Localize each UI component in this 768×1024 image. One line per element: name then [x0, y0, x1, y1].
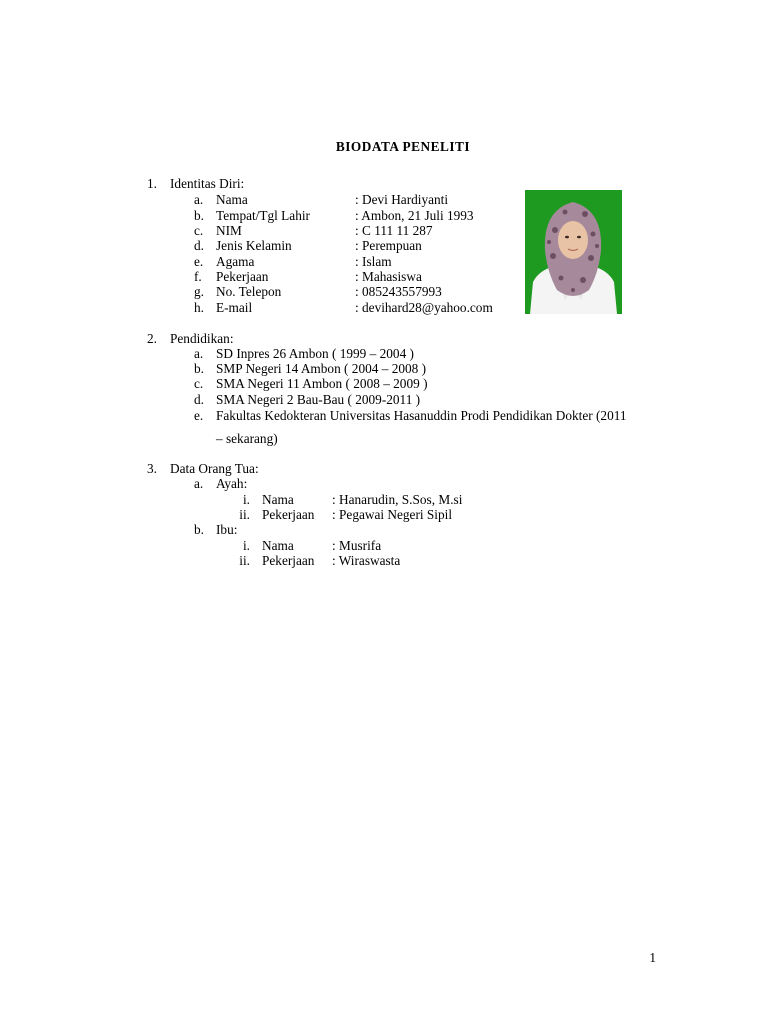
parent-roman: ii.: [239, 553, 250, 568]
identity-value: : devihard28@yahoo.com: [355, 300, 493, 315]
identity-letter: h.: [194, 300, 204, 315]
parent-field-label: Nama: [262, 538, 294, 553]
identity-value: : C 111 11 287: [355, 223, 433, 238]
identity-label: NIM: [216, 223, 242, 238]
parent-roman: i.: [242, 492, 250, 507]
parent-roman: i.: [242, 538, 250, 553]
profile-photo: [525, 190, 622, 314]
identity-label: E-mail: [216, 300, 253, 315]
education-letter: a.: [194, 346, 204, 361]
identity-value: : Devi Hardiyanti: [355, 192, 449, 207]
section-3-number: 3.: [147, 461, 157, 476]
section-1-number: 1.: [147, 176, 157, 191]
education-item-continuation: – sekarang): [216, 431, 278, 446]
identity-label: Pekerjaan: [216, 269, 269, 284]
identity-letter: a.: [194, 192, 204, 207]
document-title: BIODATA PENELITI: [335, 139, 471, 154]
identity-letter: b.: [194, 208, 204, 223]
education-letter: b.: [194, 361, 204, 376]
identity-label: Nama: [216, 192, 248, 207]
parent-field-label: Pekerjaan: [262, 553, 315, 568]
education-letter: e.: [194, 408, 204, 423]
page-number: 1: [649, 950, 656, 965]
section-2-number: 2.: [147, 331, 157, 346]
identity-letter: f.: [194, 269, 202, 284]
parent-label: Ibu:: [216, 522, 238, 537]
parent-label: Ayah:: [216, 476, 248, 491]
parent-field-value: : Wiraswasta: [332, 553, 401, 568]
section-2-heading: Pendidikan:: [170, 331, 234, 346]
parent-field-label: Nama: [262, 492, 294, 507]
identity-letter: c.: [194, 223, 204, 238]
education-item: SMP Negeri 14 Ambon ( 2004 – 2008 ): [216, 361, 427, 376]
education-letter: c.: [194, 376, 204, 391]
education-letter: d.: [194, 392, 204, 407]
identity-value: : Islam: [355, 254, 392, 269]
identity-value: : Mahasiswa: [355, 269, 422, 284]
identity-value: : Perempuan: [355, 238, 422, 253]
parent-letter: a.: [194, 476, 204, 491]
identity-label: No. Telepon: [216, 284, 282, 299]
education-item: SD Inpres 26 Ambon ( 1999 – 2004 ): [216, 346, 414, 361]
education-item: SMA Negeri 11 Ambon ( 2008 – 2009 ): [216, 376, 428, 391]
section-1-heading: Identitas Diri:: [170, 176, 245, 191]
identity-value: : Ambon, 21 Juli 1993: [355, 208, 474, 223]
parent-roman: ii.: [239, 507, 250, 522]
education-item: Fakultas Kedokteran Universitas Hasanuddin Prodi Pendidikan Dokter (2011: [216, 408, 627, 423]
section-3-heading: Data Orang Tua:: [170, 461, 259, 476]
parent-field-value: : Hanarudin, S.Sos, M.si: [332, 492, 463, 507]
identity-label: Tempat/Tgl Lahir: [216, 208, 310, 223]
identity-letter: d.: [194, 238, 204, 253]
identity-value: : 085243557993: [355, 284, 442, 299]
identity-label: Jenis Kelamin: [216, 238, 292, 253]
identity-label: Agama: [216, 254, 255, 269]
parent-field-value: : Pegawai Negeri Sipil: [332, 507, 453, 522]
parent-field-label: Pekerjaan: [262, 507, 315, 522]
parent-letter: b.: [194, 522, 204, 537]
identity-letter: g.: [194, 284, 204, 299]
parent-field-value: : Musrifa: [332, 538, 382, 553]
education-item: SMA Negeri 2 Bau-Bau ( 2009-2011 ): [216, 392, 421, 407]
identity-letter: e.: [194, 254, 204, 269]
